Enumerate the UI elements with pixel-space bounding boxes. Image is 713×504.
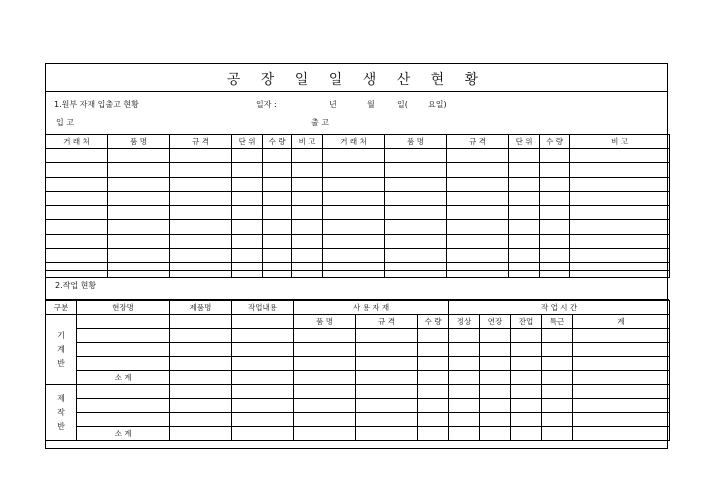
table-row <box>46 329 670 343</box>
section2-header-band <box>45 270 669 300</box>
table-row <box>46 343 670 357</box>
weekday-label: 요일) <box>428 100 447 109</box>
table-row <box>46 234 670 248</box>
header-cell: 품 명 <box>385 135 447 149</box>
material-inout-table <box>45 134 670 278</box>
subtotal-row <box>46 371 670 385</box>
header-cell: 거 래 처 <box>46 135 108 149</box>
work-header: 작업내용 <box>232 301 294 315</box>
work-header-row <box>46 301 670 315</box>
header-cell: 거 래 처 <box>323 135 385 149</box>
table-row <box>46 399 670 413</box>
subtotal-row <box>46 427 670 441</box>
special-subheader: 특근 <box>542 315 573 329</box>
table-row <box>46 357 670 371</box>
site-header: 현장명 <box>77 301 170 315</box>
table-row <box>46 191 670 205</box>
qty-subheader: 수 량 <box>418 315 449 329</box>
production-report-form <box>45 63 668 449</box>
section1-heading: 1.원부 자재 입출고 현황 <box>54 100 139 109</box>
out-label: 출 고 <box>311 118 329 127</box>
table-row <box>46 177 670 191</box>
header-cell: 단 위 <box>509 135 540 149</box>
date-label: 일자 : <box>256 100 277 109</box>
table-row <box>46 149 670 163</box>
section2-heading: 2.작업 현황 <box>55 281 97 290</box>
group-label-fabrication: 제 작 반 <box>46 385 77 441</box>
table-row <box>46 385 670 399</box>
total-subheader: 계 <box>573 315 670 329</box>
table-row <box>46 163 670 177</box>
header-cell: 수 량 <box>540 135 570 149</box>
extend-subheader: 연장 <box>480 315 511 329</box>
table-header-row <box>46 135 670 149</box>
table-row <box>46 206 670 220</box>
header-cell: 단 위 <box>232 135 263 149</box>
in-label: 입 고 <box>56 118 74 127</box>
worktime-header: 작 업 시 간 <box>449 301 670 315</box>
materials-header: 사 용 자 재 <box>294 301 449 315</box>
month-label: 월 <box>367 100 375 109</box>
header-cell: 규 격 <box>170 135 232 149</box>
work-subheader-row <box>46 315 670 329</box>
group-label-machine: 기 계 반 <box>46 315 77 385</box>
name-subheader: 품 명 <box>294 315 356 329</box>
day-label: 일( <box>397 100 408 109</box>
subtotal-label: 소 계 <box>77 427 170 441</box>
header-cell: 비 고 <box>570 135 670 149</box>
year-label: 년 <box>329 100 337 109</box>
table-row <box>46 249 670 263</box>
work-status-table <box>45 300 670 441</box>
title-divider <box>46 91 667 92</box>
table-row <box>46 220 670 234</box>
normal-subheader: 정상 <box>449 315 480 329</box>
header-cell: 수 량 <box>263 135 292 149</box>
header-cell: 품 명 <box>108 135 170 149</box>
header-cell: 규 격 <box>447 135 509 149</box>
page-title: 공 장 일 일 생 산 현 황 <box>226 72 487 88</box>
subtotal-label: 소 계 <box>77 371 170 385</box>
overtime-subheader: 잔업 <box>511 315 542 329</box>
table-row <box>46 413 670 427</box>
gubun-header: 구분 <box>46 301 77 315</box>
header-cell: 비 고 <box>292 135 323 149</box>
spec-subheader: 규 격 <box>356 315 418 329</box>
product-header: 제품명 <box>170 301 232 315</box>
